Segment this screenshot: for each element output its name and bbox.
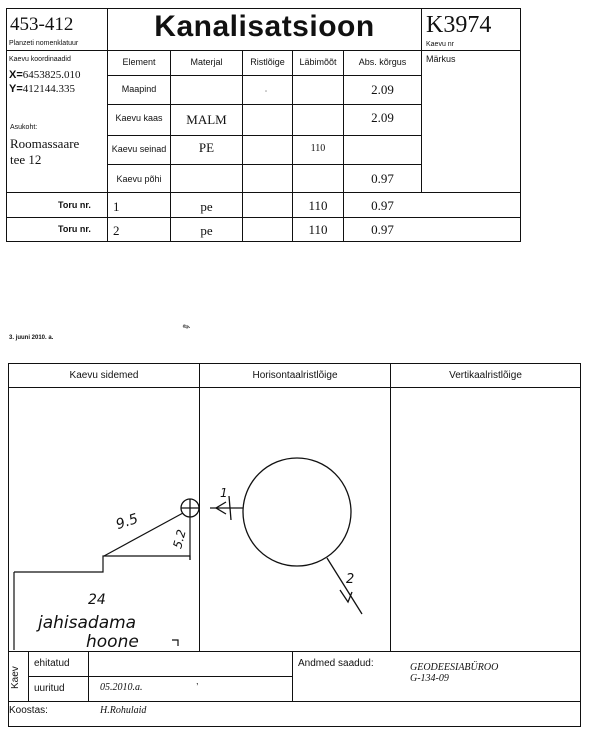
building-number: 24 (88, 592, 106, 608)
row-diameter: 110 (310, 143, 326, 154)
coord-x-value: 6453825.010 (22, 69, 81, 81)
col-vertikaal: Vertikaalristlõige (449, 370, 522, 381)
header-abs-height: Abs. kõrgus (358, 57, 407, 67)
source-line1: GEODEESIABÜROO (410, 662, 499, 673)
header-diameter: Läbimõõt (299, 57, 337, 67)
dimension-a: 9.5 (114, 510, 141, 534)
coord-x-label: X= (9, 69, 23, 81)
coord-y-label: Y= (9, 83, 23, 95)
surveyed-label: uuritud (34, 683, 65, 694)
document-date: 3. juuni 2010. a. (9, 335, 54, 341)
row-abs-height: 0.97 (371, 171, 394, 186)
stray-pen-mark: , (196, 676, 199, 686)
built-label: ehitatud (34, 658, 70, 669)
well-symbol (181, 499, 199, 517)
coords-label: Kaevu koordinaadid (9, 56, 71, 63)
row-element: Kaevu kaas (115, 113, 163, 123)
row-element: Kaevu seinad (111, 144, 167, 154)
building-name-line1: jahisadama (38, 613, 137, 633)
building-name-line2: hoone (86, 632, 139, 652)
row-element: Maapind (121, 84, 157, 94)
row-abs-height: 2.09 (371, 82, 394, 97)
horizontal-section-sketch (210, 458, 362, 614)
pipe-label: Toru nr. (58, 200, 91, 210)
well-number-label: Kaevu nr (426, 41, 455, 48)
nomenclature-value: 453-412 (10, 14, 74, 35)
header-remarks: Märkus (426, 54, 456, 64)
pipe-abs-height: 0.97 (371, 222, 394, 237)
well-number-value: K3974 (426, 12, 492, 38)
dimension-b: 5.2 (170, 527, 189, 551)
compiler-label: Koostas: (9, 705, 48, 716)
compiler-value: H.Rohulaid (100, 705, 147, 716)
pipe-abs-height: 0.97 (371, 198, 394, 213)
address-line2: tee 12 (10, 152, 42, 167)
header-element: Element (122, 57, 156, 67)
stray-pen-mark: ✎ (180, 320, 193, 334)
header-material: Materjal (190, 57, 223, 67)
pipe-number: 1 (113, 199, 120, 214)
row-abs-height: 2.09 (371, 110, 394, 125)
address-line1: Roomassaare (10, 136, 80, 151)
row-material: MALM (186, 112, 227, 127)
pipe-1-label: 1 (220, 486, 228, 500)
header-cross-section: Ristlõige (250, 57, 285, 67)
pipe-2-label: 2 (346, 572, 355, 587)
surveyed-value: 05.2010.a. (100, 682, 143, 693)
source-label: Andmed saadud: (298, 658, 374, 669)
address-label: Asukoht: (10, 124, 38, 131)
pipe-diameter: 110 (308, 222, 328, 237)
col-horisontaal: Horisontaalristlõige (252, 370, 338, 381)
row-material: PE (198, 140, 215, 155)
source-line2: G-134-09 (410, 673, 449, 684)
coord-y-value: 412144.335 (22, 83, 76, 95)
pipe-label: Toru nr. (58, 224, 91, 234)
col-sidemed: Kaevu sidemed (69, 370, 139, 381)
nomenclature-label: Planzeti nomenklatuur (9, 40, 79, 47)
pipe-material: pe (200, 199, 213, 214)
side-label: Kaev (10, 666, 21, 689)
row-element: Kaevu põhi (116, 174, 162, 184)
page-title: Kanalisatsioon (154, 10, 375, 43)
pipe-number: 2 (113, 223, 120, 238)
pipe-material: pe (200, 223, 213, 238)
pipe-diameter: 110 (308, 198, 328, 213)
